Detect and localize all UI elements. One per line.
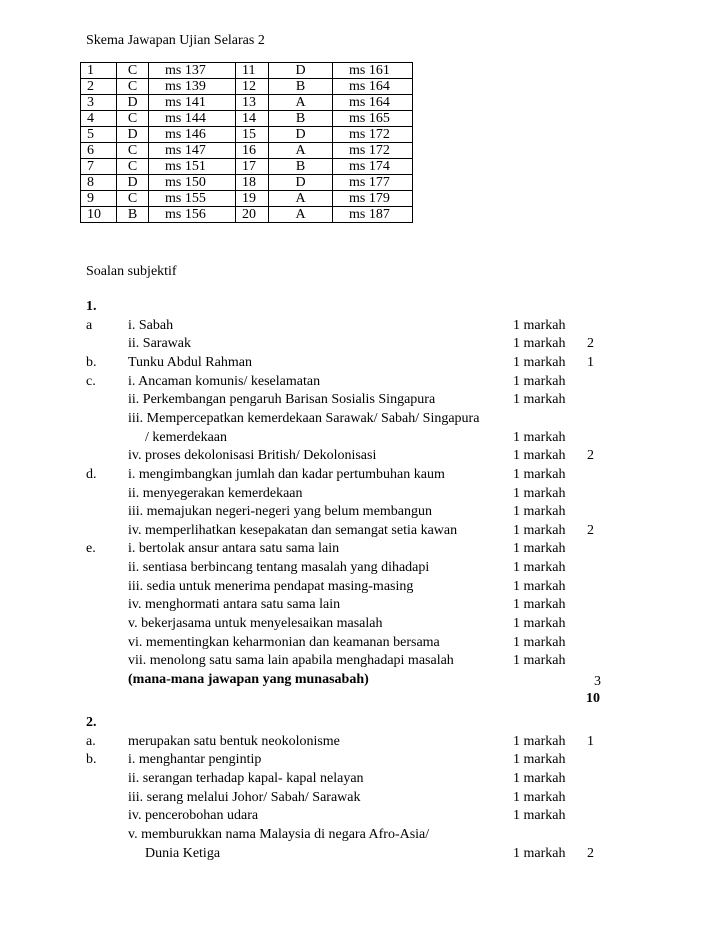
table-cell: ms 137 <box>149 63 236 79</box>
table-cell: ms 179 <box>333 191 413 207</box>
table-row <box>81 191 413 207</box>
mark-value: 1 markah <box>513 392 566 408</box>
table-cell: D <box>117 95 149 111</box>
mark-value: 1 markah <box>513 354 566 370</box>
question-number: 1. <box>86 299 97 314</box>
answer-text: Tunku Abdul Rahman <box>128 354 252 370</box>
answer-text: (mana-mana jawapan yang munasabah) <box>128 672 369 687</box>
answer-text: merupakan satu bentuk neokolonisme <box>128 733 340 749</box>
answer-text: iii. serang melalui Johor/ Sabah/ Sarawak <box>128 789 361 805</box>
mark-value: 1 markah <box>513 578 566 594</box>
answer-text: i. bertolak ansur antara satu sama lain <box>128 541 340 557</box>
table-cell: ms 150 <box>149 175 236 191</box>
total-marks: 2 <box>587 522 594 538</box>
table-cell: ms 155 <box>149 191 236 207</box>
mark-value: 1 markah <box>513 317 566 333</box>
total-marks: 1 <box>587 354 594 370</box>
table-cell: 4 <box>81 111 117 127</box>
mark-value: 1 markah <box>513 373 566 389</box>
table-cell: D <box>269 127 333 143</box>
table-cell: 18 <box>236 175 269 191</box>
table-cell: ms 172 <box>333 127 413 143</box>
answer-text: iv. memperlihatkan kesepakatan dan semangat setia kawan <box>128 522 458 538</box>
answer-label: a. <box>86 733 96 749</box>
table-cell: 10 <box>81 207 117 223</box>
question-number: 2. <box>86 715 97 730</box>
table-cell: A <box>269 207 333 223</box>
table-cell: ms 164 <box>333 95 413 111</box>
table-cell: C <box>117 143 149 159</box>
answer-text: ii. sentiasa berbincang tentang masalah yang dihadapi <box>128 560 430 576</box>
total-marks: 10 <box>586 690 600 706</box>
total-marks: 2 <box>587 448 594 464</box>
mark-value: 1 markah <box>513 845 566 861</box>
table-cell: A <box>269 143 333 159</box>
answer-text: i. Ancaman komunis/ keselamatan <box>128 373 321 389</box>
answer-text: iii. Mempercepatkan kemerdekaan Sarawak/ Sabah/ Singapura <box>128 410 480 426</box>
table-row <box>81 207 413 223</box>
answer-text: iv. menghormati antara satu sama lain <box>128 597 341 613</box>
total-marks: 2 <box>587 336 594 352</box>
table-row <box>81 143 413 159</box>
mark-value: 1 markah <box>513 808 566 824</box>
table-cell: B <box>269 79 333 95</box>
table-cell: 17 <box>236 159 269 175</box>
answer-text: vii. menolong satu sama lain apabila menghadapi masalah <box>128 653 454 669</box>
answer-text: ii. menyegerakan kemerdekaan <box>128 485 303 501</box>
table-cell: 8 <box>81 175 117 191</box>
table-row <box>81 127 413 143</box>
table-cell: 1 <box>81 63 117 79</box>
table-cell: 9 <box>81 191 117 207</box>
table-cell: C <box>117 111 149 127</box>
mark-value: 1 markah <box>513 485 566 501</box>
total-marks: 2 <box>587 845 594 861</box>
answer-text: i. menghantar pengintip <box>128 752 262 768</box>
table-cell: A <box>269 95 333 111</box>
subjective-heading: Soalan subjektif <box>86 264 177 279</box>
table-cell: B <box>117 207 149 223</box>
table-cell: 3 <box>81 95 117 111</box>
objective-answer-table <box>80 62 413 223</box>
table-cell: C <box>117 159 149 175</box>
answer-label: e. <box>86 541 96 557</box>
mark-value: 1 markah <box>513 616 566 632</box>
table-cell: ms 144 <box>149 111 236 127</box>
table-cell: ms 177 <box>333 175 413 191</box>
mark-value: 1 markah <box>513 770 566 786</box>
table-cell: 5 <box>81 127 117 143</box>
mark-value: 1 markah <box>513 504 566 520</box>
table-cell: ms 156 <box>149 207 236 223</box>
table-cell: A <box>269 191 333 207</box>
table-row <box>81 159 413 175</box>
table-cell: 2 <box>81 79 117 95</box>
total-marks: 3 <box>594 674 601 689</box>
mark-value: 1 markah <box>513 752 566 768</box>
table-cell: D <box>117 175 149 191</box>
answer-text: i. Sabah <box>128 317 174 333</box>
table-cell: ms 172 <box>333 143 413 159</box>
mark-value: 1 markah <box>513 597 566 613</box>
table-cell: ms 147 <box>149 143 236 159</box>
table-cell: 20 <box>236 207 269 223</box>
mark-value: 1 markah <box>513 634 566 650</box>
table-cell: ms 165 <box>333 111 413 127</box>
answer-label: c. <box>86 373 96 389</box>
answer-text: vi. mementingkan keharmonian dan keamanan bersama <box>128 634 440 650</box>
answer-text: ii. serangan terhadap kapal- kapal nelayan <box>128 770 364 786</box>
table-cell: D <box>117 127 149 143</box>
table-cell: ms 164 <box>333 79 413 95</box>
table-cell: ms 174 <box>333 159 413 175</box>
table-cell: 14 <box>236 111 269 127</box>
answer-text: v. memburukkan nama Malaysia di negara Afro-Asia/ <box>128 826 430 842</box>
answer-label: b. <box>86 354 97 370</box>
answer-text: ii. Sarawak <box>128 336 191 352</box>
table-cell: 15 <box>236 127 269 143</box>
answer-label: b. <box>86 752 97 768</box>
table-cell: B <box>269 111 333 127</box>
table-cell: ms 141 <box>149 95 236 111</box>
mark-value: 1 markah <box>513 429 566 445</box>
answer-label: d. <box>86 466 97 482</box>
table-cell: 6 <box>81 143 117 159</box>
mark-value: 1 markah <box>513 466 566 482</box>
table-cell: ms 151 <box>149 159 236 175</box>
table-cell: 7 <box>81 159 117 175</box>
mark-value: 1 markah <box>513 733 566 749</box>
table-row <box>81 79 413 95</box>
mark-value: 1 markah <box>513 789 566 805</box>
table-cell: 19 <box>236 191 269 207</box>
answer-text: / kemerdekaan <box>145 429 228 445</box>
table-row <box>81 111 413 127</box>
table-cell: ms 146 <box>149 127 236 143</box>
table-cell: C <box>117 191 149 207</box>
mark-value: 1 markah <box>513 336 566 352</box>
mark-value: 1 markah <box>513 653 566 669</box>
table-row <box>81 95 413 111</box>
table-cell: D <box>269 175 333 191</box>
answer-text: Dunia Ketiga <box>145 845 221 861</box>
answer-text: v. bekerjasama untuk menyelesaikan masalah <box>128 616 383 632</box>
answer-text: ii. Perkembangan pengaruh Barisan Sosialis Singapura <box>128 392 436 408</box>
mark-value: 1 markah <box>513 541 566 557</box>
answer-text: iii. sedia untuk menerima pendapat masing-masing <box>128 578 414 594</box>
total-marks: 1 <box>587 733 594 749</box>
table-cell: C <box>117 79 149 95</box>
answer-label: a <box>86 317 93 333</box>
table-row <box>81 175 413 191</box>
table-row <box>81 63 413 79</box>
table-cell: C <box>117 63 149 79</box>
table-cell: ms 161 <box>333 63 413 79</box>
mark-value: 1 markah <box>513 560 566 576</box>
table-cell: D <box>269 63 333 79</box>
table-cell: 11 <box>236 63 269 79</box>
table-cell: 16 <box>236 143 269 159</box>
mark-value: 1 markah <box>513 448 566 464</box>
table-cell: B <box>269 159 333 175</box>
table-cell: 12 <box>236 79 269 95</box>
answer-text: iii. memajukan negeri-negeri yang belum membangun <box>128 504 433 520</box>
document-title: Skema Jawapan Ujian Selaras 2 <box>86 33 265 48</box>
table-cell: ms 187 <box>333 207 413 223</box>
answer-text: i. mengimbangkan jumlah dan kadar pertumbuhan kaum <box>128 466 445 482</box>
table-cell: 13 <box>236 95 269 111</box>
mark-value: 1 markah <box>513 522 566 538</box>
answer-text: iv. pencerobohan udara <box>128 808 259 824</box>
answer-text: iv. proses dekolonisasi British/ Dekolonisasi <box>128 448 377 464</box>
table-cell: ms 139 <box>149 79 236 95</box>
